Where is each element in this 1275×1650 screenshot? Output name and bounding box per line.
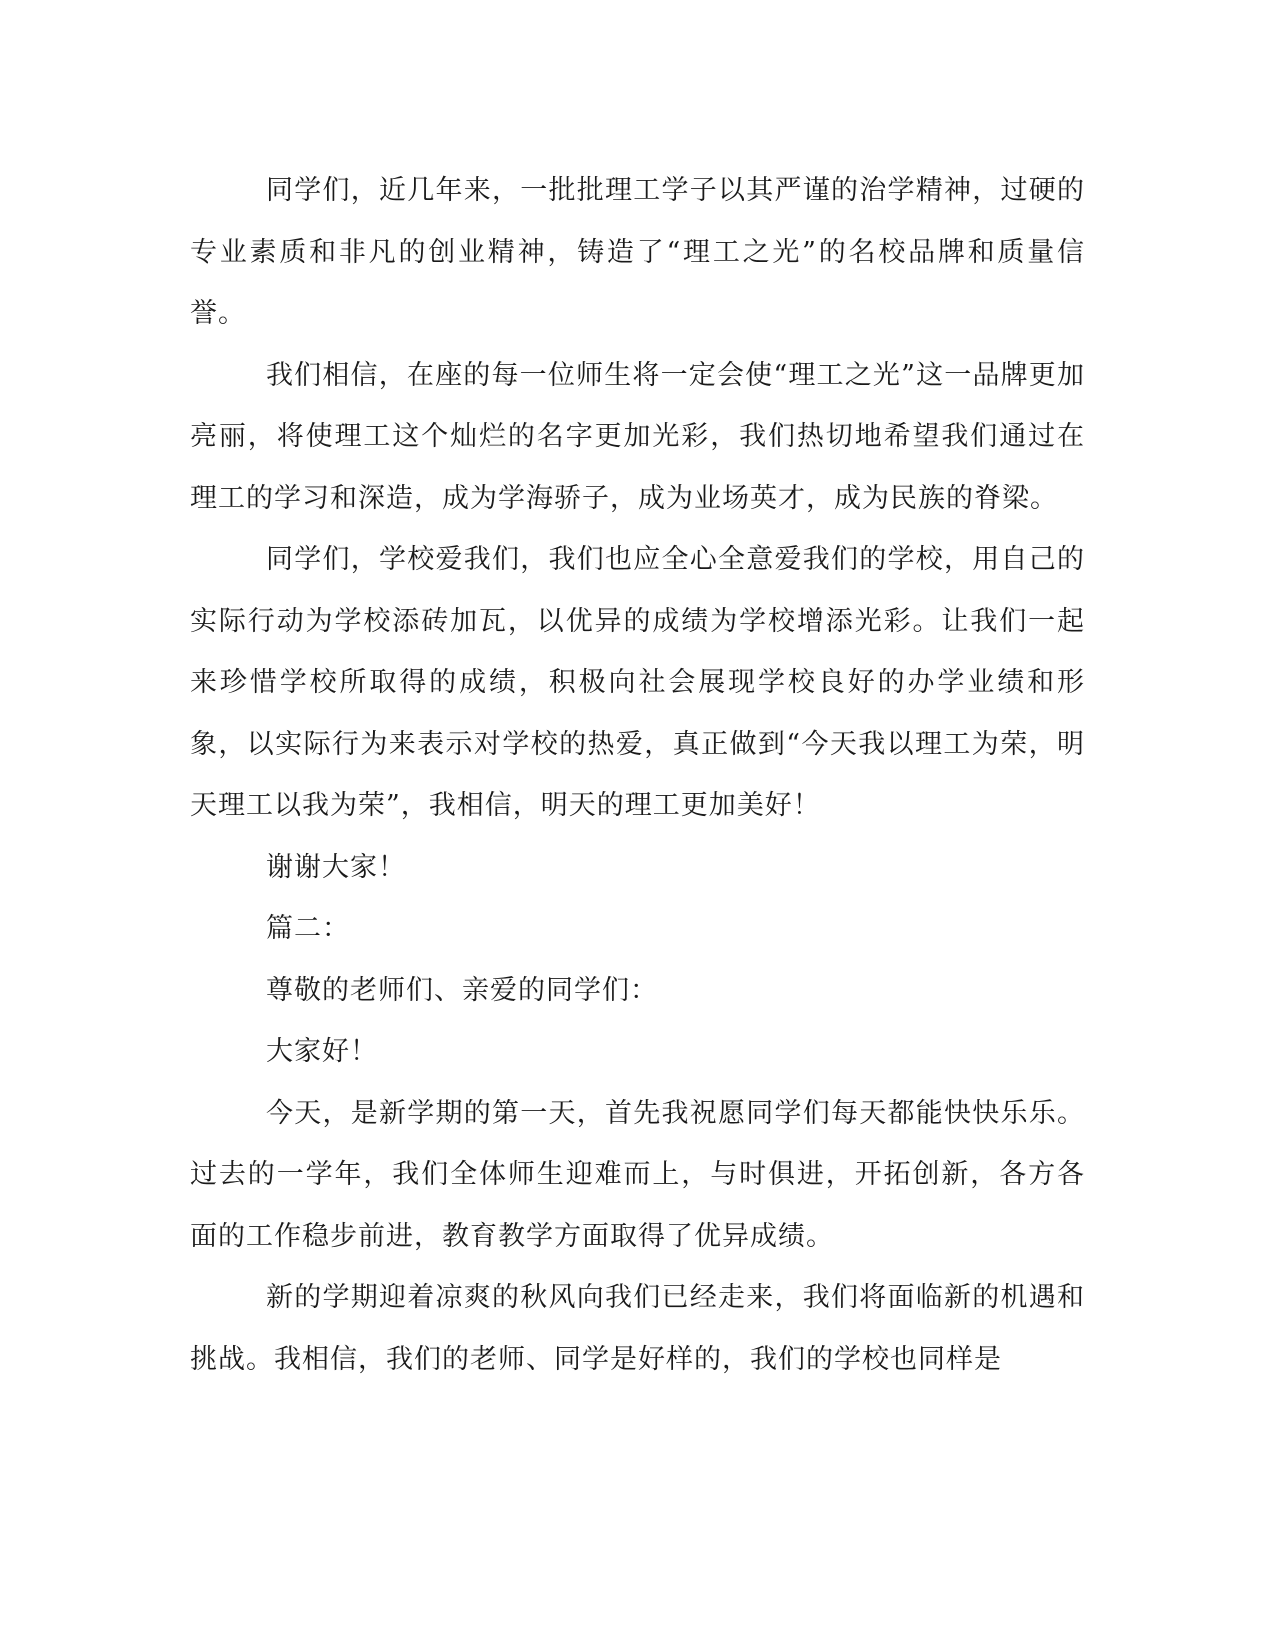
paragraph-theory-light: 同学们，近几年来，一批批理工学子以其严谨的治学精神，过硬的专业素质和非凡的创业精神，铸造了“理工之光”的名校品牌和质量信誉。 bbox=[190, 175, 1085, 329]
paragraph-thanks: 谢谢大家！ bbox=[266, 851, 406, 883]
paragraph-autumn-wind: 新的学期迎着凉爽的秋风向我们已经走来，我们将面临新的机遇和挑战。我相信，我们的老师、同学是好样的，我们的学校也同样是 bbox=[190, 1282, 1085, 1375]
section-heading-part-two: 篇二： bbox=[266, 913, 350, 944]
document-page bbox=[190, 160, 1085, 1390]
paragraph-salutation: 尊敬的老师们、亲爱的同学们： bbox=[266, 974, 658, 1006]
paragraph-love-school: 同学们，学校爱我们，我们也应全心全意爱我们的学校，用自己的实际行动为学校添砖加瓦，以优异的成绩为学校增添光彩。让我们一起来珍惜学校所取得的成绩，积极向社会展现学校良好的办学业绩和形象，以实际行为来表示对学校的热爱，真正做到“今天我以理工为荣，明天理工以我为荣”，我相信，明天的理工更加美好！ bbox=[190, 544, 1085, 821]
paragraph-new-semester: 今天，是新学期的第一天，首先我祝愿同学们每天都能快快乐乐。过去的一学年，我们全体师生迎难而上，与时俱进，开拓创新，各方各面的工作稳步前进，教育教学方面取得了优异成绩。 bbox=[190, 1097, 1085, 1252]
paragraph-we-believe: 我们相信，在座的每一位师生将一定会使“理工之光”这一品牌更加亮丽，将使理工这个灿烂的名字更加光彩，我们热切地希望我们通过在理工的学习和深造，成为学海骄子，成为业场英才，成为民族的脊梁。 bbox=[190, 359, 1085, 514]
paragraph-greeting: 大家好！ bbox=[266, 1036, 378, 1067]
